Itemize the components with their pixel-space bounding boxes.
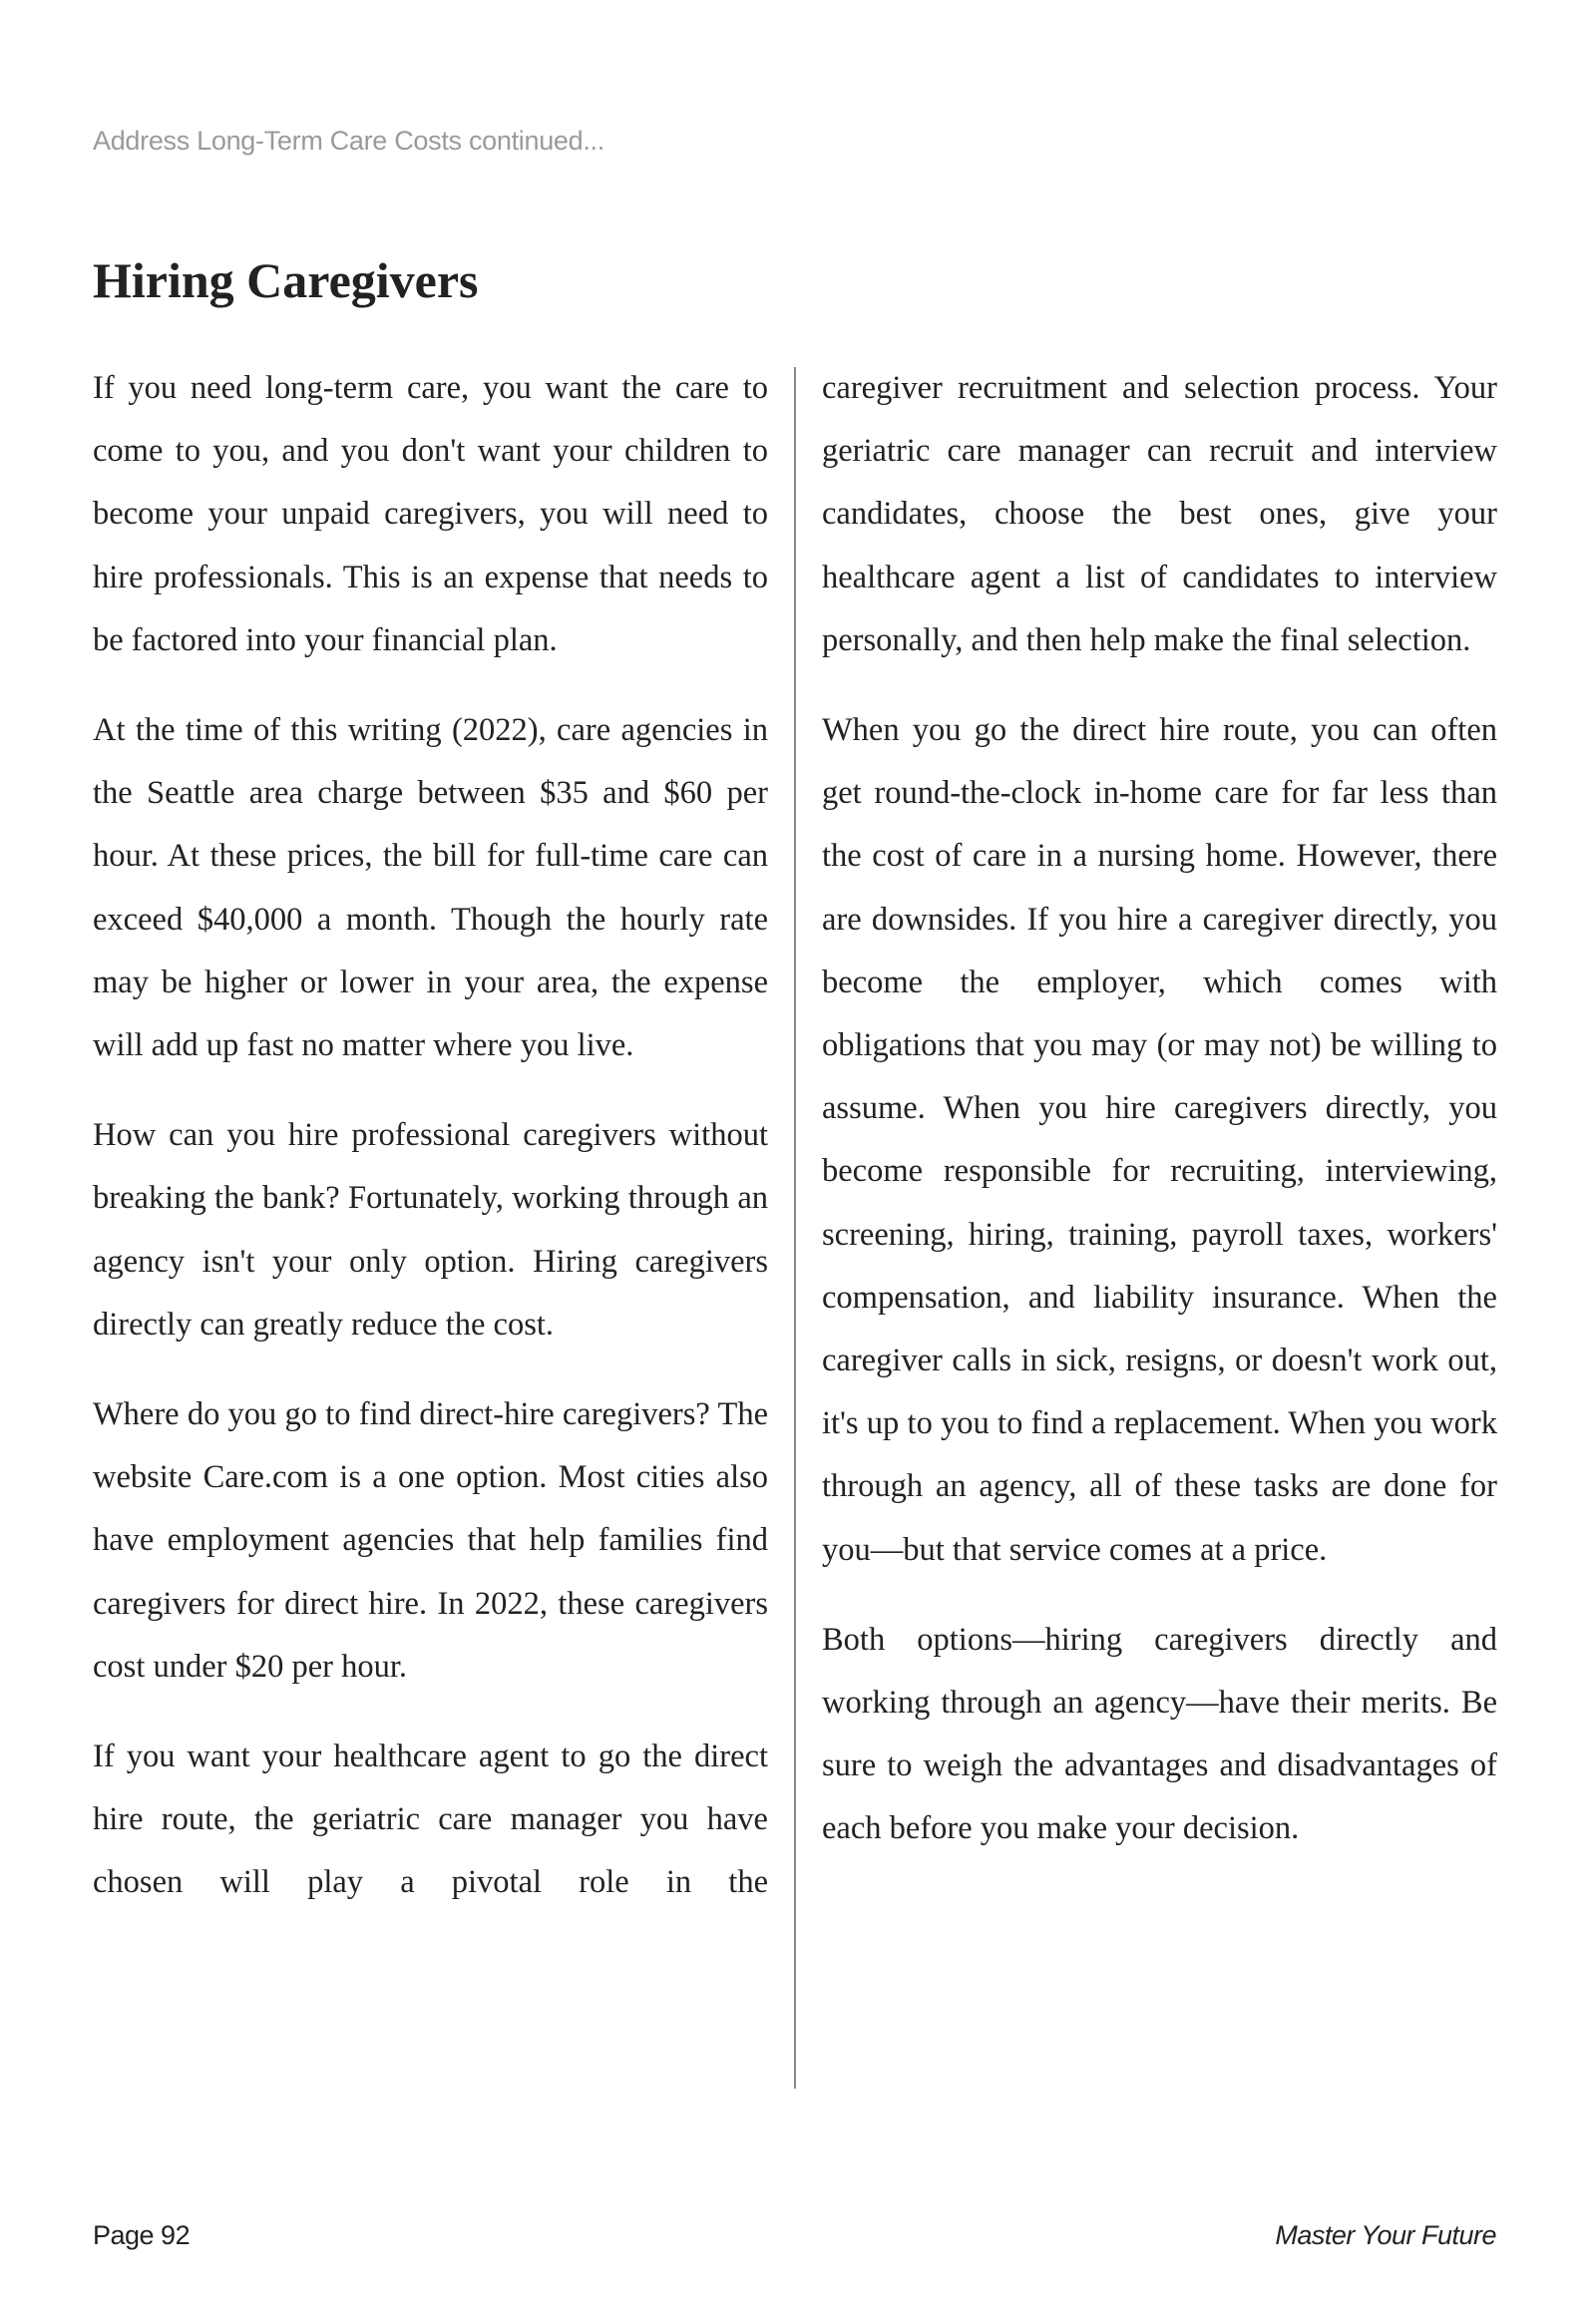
paragraph: caregiver recruitment and selection process. Your geriatric care manager can recruit and interview candidates, choose the best ones, give your healthcare agent a list of candidates to interview personally, and then help make the final selection. xyxy=(822,370,1497,658)
column-divider xyxy=(794,367,796,2089)
paragraph: At the time of this writing (2022), care agencies in the Seattle area charge between $35 and $60 per hour. At these prices, the bill for full-time care can exceed $40,000 a month. Though the hourly rate may be higher or lower in your area, the expense will add up fast no matter where you live. xyxy=(93,712,768,1064)
section-title: Hiring Caregivers xyxy=(93,252,479,308)
paragraph: If you need long-term care, you want the care to come to you, and you don't want your children to become your unpaid caregivers, you will need to hire professionals. This is an expense that needs to be factored into your financial plan. xyxy=(93,370,768,658)
paragraph: Where do you go to find direct-hire caregivers? The website Care.com is a one option. Most cities also have employment agencies that help families find caregivers for direct hire. In 2022, these caregivers cost under $20 per hour. xyxy=(93,1396,768,1685)
paragraph: How can you hire professional caregivers without breaking the bank? Fortunately, working through an agency isn't your only option. Hiring caregivers directly can greatly reduce the cost. xyxy=(93,1117,768,1343)
left-column xyxy=(93,357,768,1942)
book-title: Master Your Future xyxy=(1275,2220,1496,2250)
paragraph: Both options—hiring caregivers directly and working through an agency—have their merits. Be sure to weigh the advantages and disadvantages of each before you make your decision. xyxy=(822,1621,1497,1847)
page-number: Page 92 xyxy=(93,2220,191,2250)
running-head: Address Long-Term Care Costs continued... xyxy=(93,126,604,156)
paragraph: When you go the direct hire route, you can often get round-the-clock in-home care for far less than the cost of care in a nursing home. However, there are downsides. If you hire a caregiver directly, you become the employer, which comes with obligations that you may (or may not) be willing to assume. When you hire caregivers directly, you become responsible for recruiting, interviewing, screening, hiring, training, payroll taxes, workers' compensation, and liability insurance. When the caregiver calls in sick, resigns, or doesn't work out, it's up to you to find a replacement. When you work through an agency, all of these tasks are done for you—but that service comes at a price. xyxy=(822,712,1497,1568)
paragraph: If you want your healthcare agent to go the direct hire route, the geriatric care manager you have chosen will play a pivotal role in the xyxy=(93,1739,768,1901)
right-column xyxy=(822,357,1497,1888)
